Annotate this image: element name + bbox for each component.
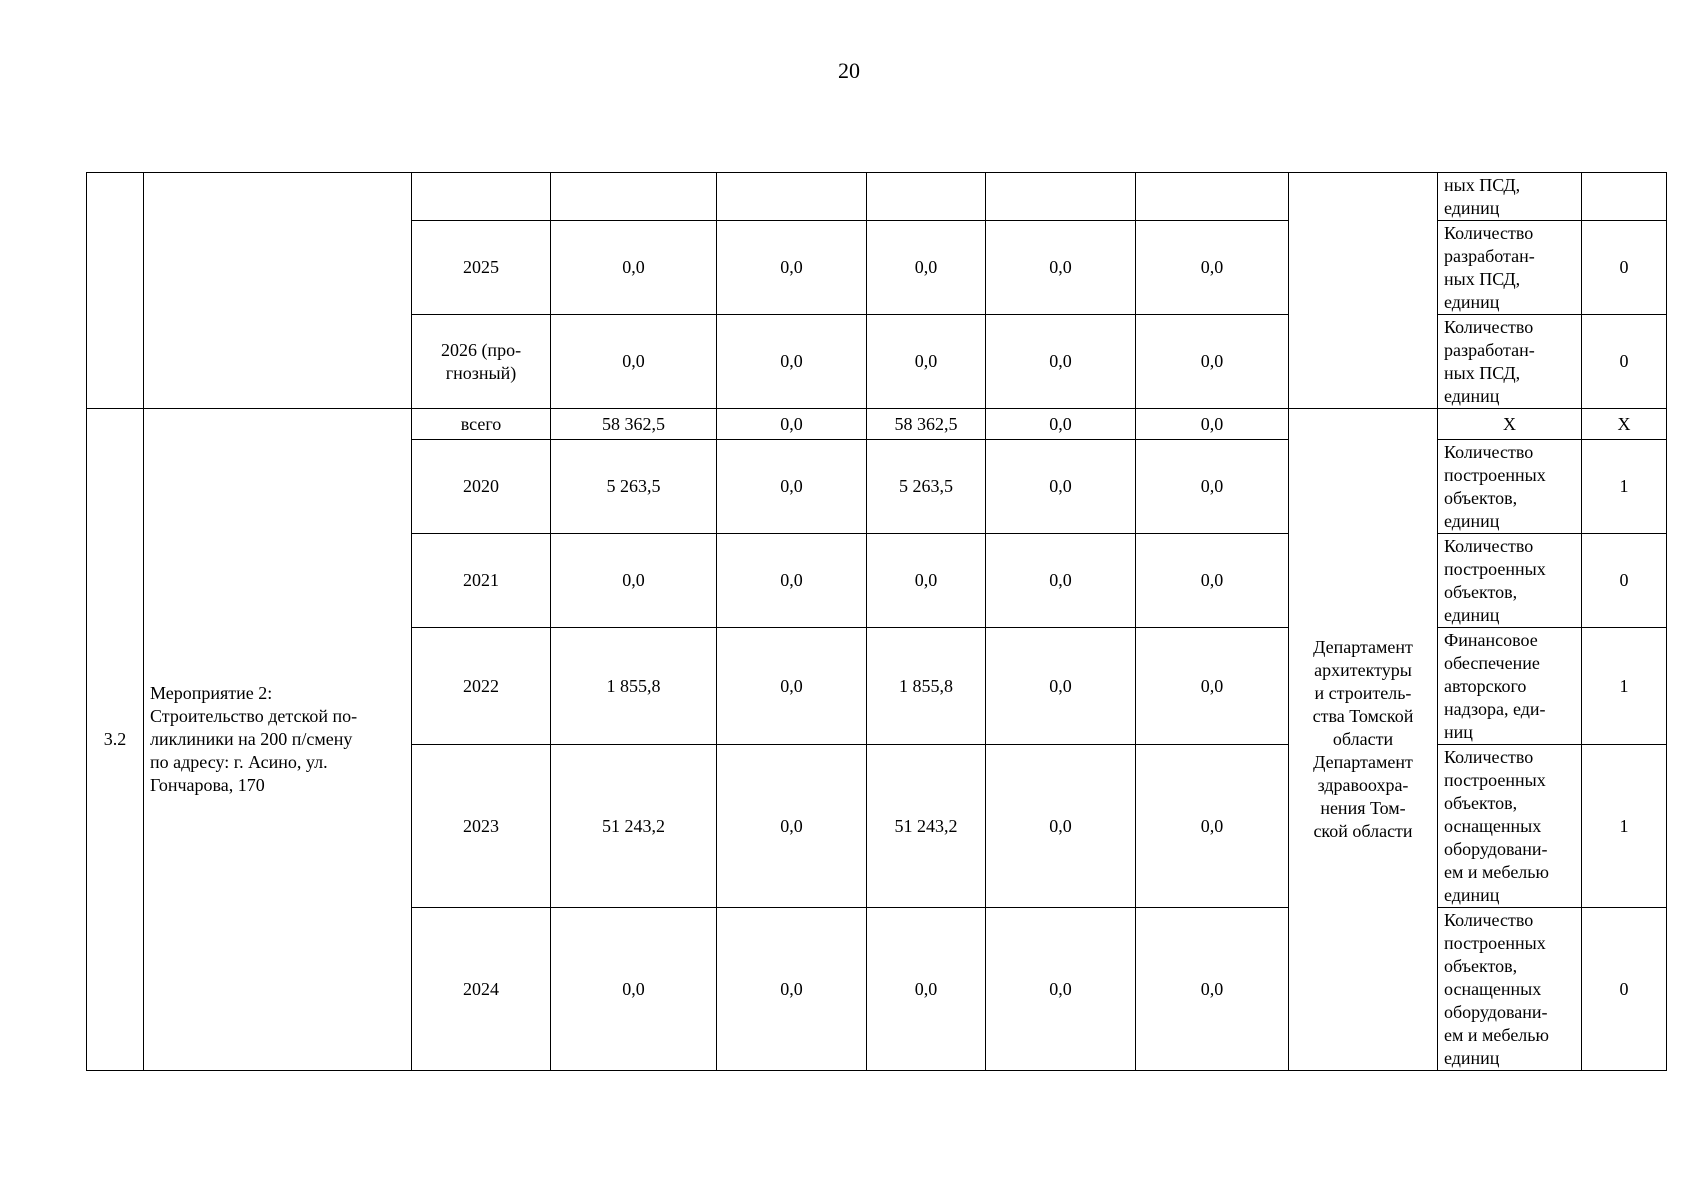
value-cell: 0,0: [1136, 628, 1289, 745]
value-cell: 0,0: [717, 440, 867, 534]
indicator-cell: Финансовое обеспечение авторского надзора, еди- ниц: [1438, 628, 1582, 745]
indicator-cell: ных ПСД, единиц: [1438, 173, 1582, 221]
indicator-value-cell: 0: [1582, 315, 1667, 409]
value-cell: 5 263,5: [867, 440, 986, 534]
program-table: [86, 172, 1667, 1071]
value-cell: 51 243,2: [551, 745, 717, 908]
value-cell: 0,0: [1136, 315, 1289, 409]
value-cell: 0,0: [986, 221, 1136, 315]
value-cell: 0,0: [867, 534, 986, 628]
value-cell: [1136, 173, 1289, 221]
year-cell: [412, 173, 551, 221]
value-cell: 0,0: [986, 628, 1136, 745]
value-cell: 0,0: [717, 628, 867, 745]
value-cell: 5 263,5: [551, 440, 717, 534]
value-cell: 0,0: [717, 908, 867, 1071]
value-cell: [867, 173, 986, 221]
indicator-value-cell: 1: [1582, 745, 1667, 908]
table-row: [87, 173, 1667, 221]
value-cell: 0,0: [1136, 409, 1289, 440]
value-cell: 0,0: [867, 908, 986, 1071]
name-cell: [144, 173, 412, 409]
table-row: [87, 409, 1667, 440]
year-cell: 2026 (про- гнозный): [412, 315, 551, 409]
value-cell: 0,0: [717, 315, 867, 409]
value-cell: 0,0: [551, 908, 717, 1071]
value-cell: 0,0: [986, 440, 1136, 534]
measure-name: Мероприятие 2: Строительство детской по- ликлиники на 200 п/смену по адресу: г. Асино, ул. Гончарова, 170: [144, 409, 412, 1071]
measure-number: 3.2: [87, 409, 144, 1071]
value-cell: 0,0: [867, 315, 986, 409]
value-cell: 0,0: [986, 745, 1136, 908]
value-cell: 1 855,8: [551, 628, 717, 745]
year-cell: 2022: [412, 628, 551, 745]
value-cell: [551, 173, 717, 221]
executor-cell: [1289, 173, 1438, 409]
value-cell: 0,0: [551, 221, 717, 315]
value-cell: 0,0: [986, 908, 1136, 1071]
value-cell: 0,0: [717, 534, 867, 628]
value-cell: 0,0: [1136, 745, 1289, 908]
value-cell: 0,0: [986, 534, 1136, 628]
value-cell: 0,0: [1136, 221, 1289, 315]
indicator-cell: Количество разработан- ных ПСД, единиц: [1438, 221, 1582, 315]
indicator-cell: Количество построенных объектов, единиц: [1438, 534, 1582, 628]
number-cell: [87, 173, 144, 409]
executor-cell: Департамент архитектуры и строитель- ства Томской области Департамент здравоохра- нения Том- ской области: [1289, 409, 1438, 1071]
value-cell: 58 362,5: [867, 409, 986, 440]
value-cell: 0,0: [1136, 908, 1289, 1071]
indicator-cell: Количество построенных объектов, оснащенных оборудовани- ем и мебелью единиц: [1438, 745, 1582, 908]
value-cell: 51 243,2: [867, 745, 986, 908]
value-cell: 0,0: [717, 221, 867, 315]
year-cell: 2021: [412, 534, 551, 628]
value-cell: 58 362,5: [551, 409, 717, 440]
value-cell: 0,0: [1136, 534, 1289, 628]
indicator-cell: Количество построенных объектов, оснащенных оборудовани- ем и мебелью единиц: [1438, 908, 1582, 1071]
indicator-value-cell: [1582, 173, 1667, 221]
value-cell: 0,0: [717, 745, 867, 908]
indicator-value-cell: 0: [1582, 534, 1667, 628]
value-cell: 0,0: [867, 221, 986, 315]
year-cell: 2023: [412, 745, 551, 908]
value-cell: 0,0: [551, 315, 717, 409]
indicator-cell: Количество разработан- ных ПСД, единиц: [1438, 315, 1582, 409]
value-cell: 0,0: [986, 315, 1136, 409]
value-cell: 0,0: [986, 409, 1136, 440]
value-cell: 0,0: [717, 409, 867, 440]
value-cell: [717, 173, 867, 221]
page-number: 20: [838, 58, 860, 83]
value-cell: 0,0: [1136, 440, 1289, 534]
indicator-cell: Количество построенных объектов, единиц: [1438, 440, 1582, 534]
year-cell: 2024: [412, 908, 551, 1071]
indicator-value-cell: 1: [1582, 628, 1667, 745]
year-cell: 2020: [412, 440, 551, 534]
indicator-value-cell: Х: [1582, 409, 1667, 440]
indicator-cell: Х: [1438, 409, 1582, 440]
year-cell: всего: [412, 409, 551, 440]
value-cell: 1 855,8: [867, 628, 986, 745]
value-cell: 0,0: [551, 534, 717, 628]
indicator-value-cell: 0: [1582, 221, 1667, 315]
indicator-value-cell: 1: [1582, 440, 1667, 534]
year-cell: 2025: [412, 221, 551, 315]
value-cell: [986, 173, 1136, 221]
indicator-value-cell: 0: [1582, 908, 1667, 1071]
